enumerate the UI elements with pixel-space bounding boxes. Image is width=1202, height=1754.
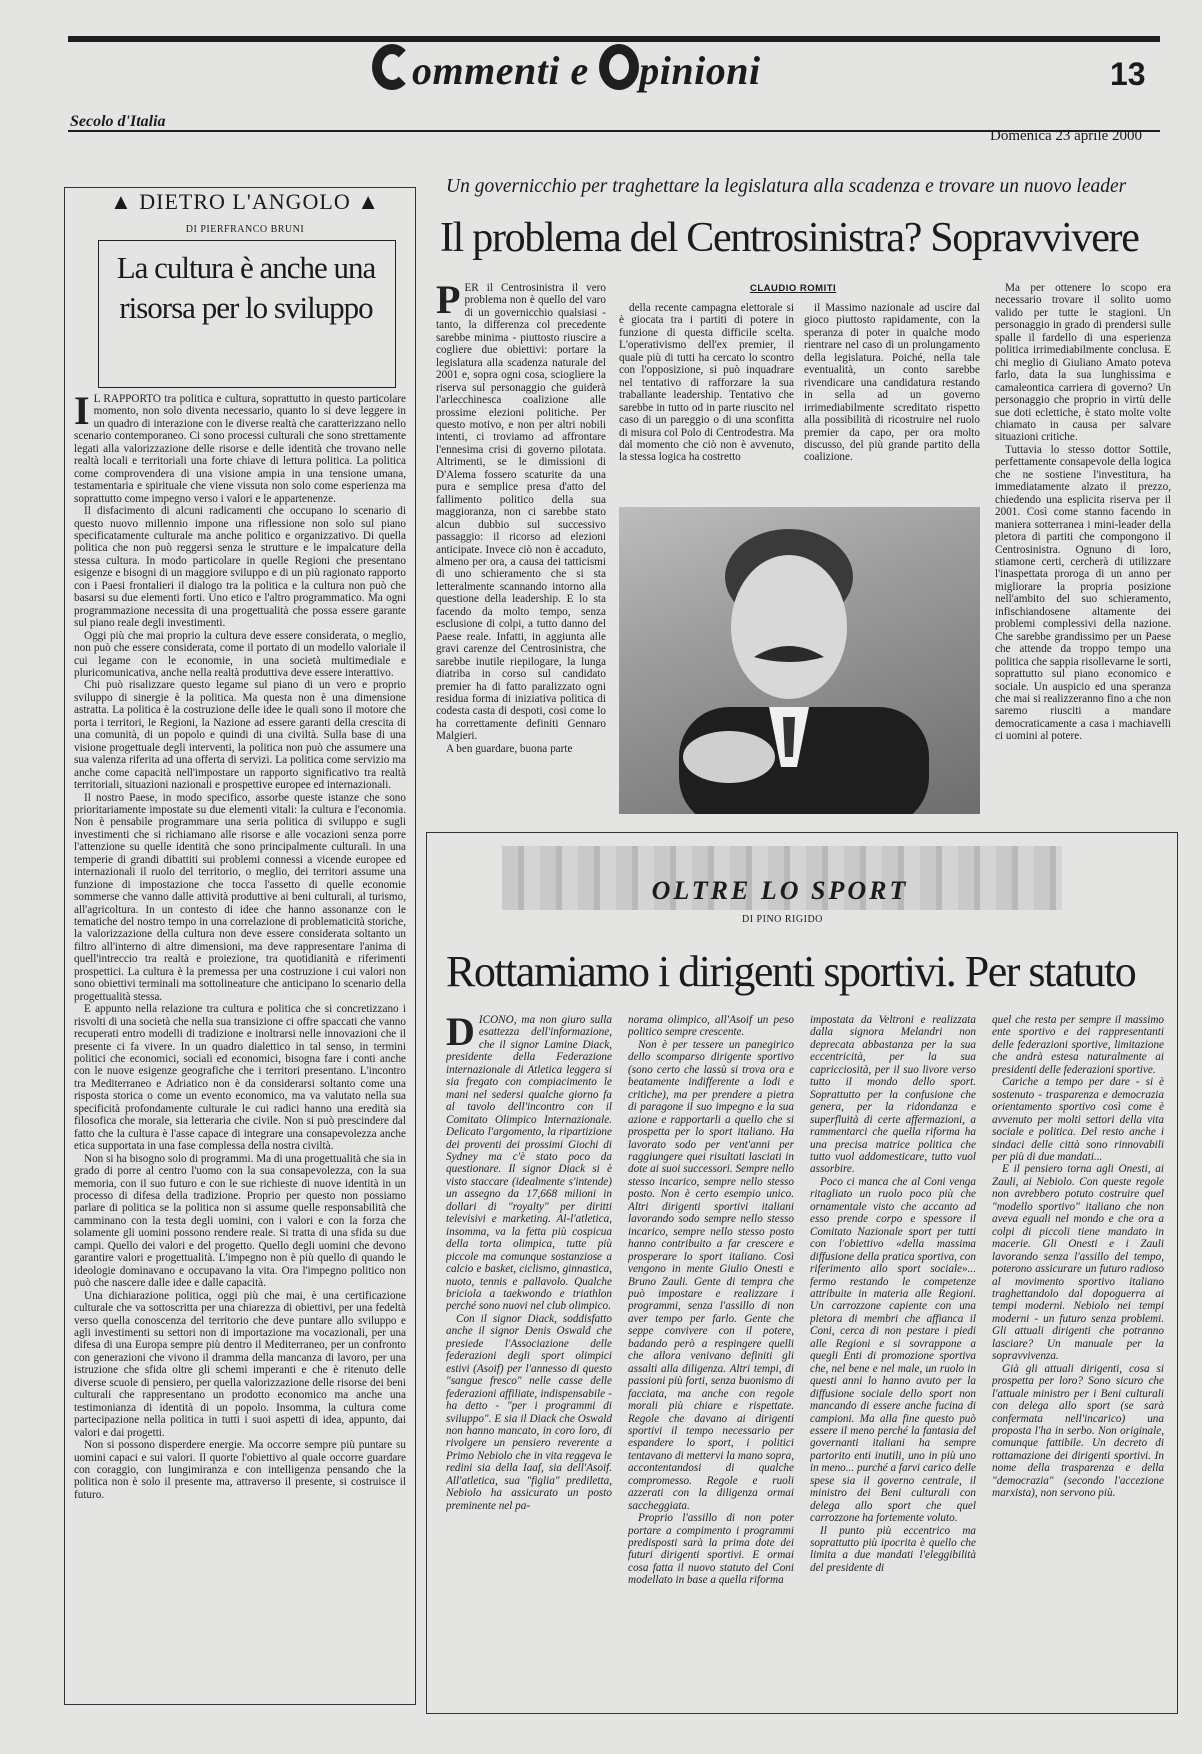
title-initial-o [599, 44, 639, 90]
left-paragraph: Non si possono disperdere energie. Ma occorre sempre più puntare su uomini capaci e sui valori. Il quorte l'obiettivo al quale occorre guardare con coraggio, con lungimiranza e con intelligenza pensando che la politica non è solo il presente ma, attraverso il presente, si costruisce il futuro. [74, 1439, 406, 1501]
left-paragraph: E appunto nella relazione tra cultura e politica che si concretizzano i risvolti di una società che nella sua transizione ci offre spaccati che vanno recuperati entro modelli di tradizione e inoltrarsi nelle innovazioni che il presente ci fa vivere. In un quadro dialettico in tal senso, in termini politici che economici, sociali ed economici, bisogna fare i conti anche con le nuove esigenze geografiche che i territori presentano. L'incontro tra Mediterraneo e Adriatico non è da considerarsi soltanto come una risposta storica o come un evento economico, ma va valutato nella sua specificità profondamente culturale le cui radici hanno una eredità sia filosofica che morale, sia letteraria che civile. Non si può prescindere dal fatto che la cultura è l'asse capace di integrare una consapevolezza anche etica supportata in una fase complessa della nostra civiltà. [74, 1003, 406, 1153]
left-body [74, 393, 406, 1693]
page-number: 13 [1110, 56, 1146, 92]
sport-col-3 [810, 1014, 976, 1704]
triangle-icon: ▲ [357, 189, 380, 214]
main-paragraph: ER il Centrosinistra il vero problema non è quello del varo di un governicchio qualsiasi - tanto, la differenza col precedente sarebbe minima - piuttosto riuscire a cogliere due obiettivi: portare la legislatura alla scadenza naturale del 2001 e, sopra ogni cosa, sciogliere la riserva sul personaggio che guiderà l'arlecchinesca coalizione alle prossime elezioni politiche. Per questo motivo, e non per altri nobili intenti, ci troviamo ad affrontare l'ennesima crisi di governo pilotata. Altrimenti, se le dimissioni di D'Alema fossero scaturite da una pura e semplice presa d'atto del fallimento politico della sua maggioranza, non ci sarebbe stato alcun dubbio sul successivo passaggio: il ricorso ad elezioni anticipate. Invece ciò non è accaduto, almeno per ora, a causa dei tatticismi di uno schieramento che si sta letteralmente scannando intorno alla questione della leadership. E lo sta facendo da molto tempo, senza esclusione di colpi, a tutto danno del Paese reale. Infatti, in aggiunta alle gravi carenze del Centrosinistra, che sarebbe inutile riepilogare, la lunga diatriba in corso sul candidato premier ha di fatto paralizzato ogni residua forma di iniziativa politica di codesta casta di despoti, cosi come lo ha correttamente definiti Gennaro Malgieri. [436, 282, 606, 743]
title-initial-c [372, 44, 412, 90]
left-paragraph: Non si ha bisogno solo di programmi. Ma di una progettualità che sia in grado di porre al centro l'uomo con la sua consapevolezza, con la sua memoria, con il suo futuro e con le sue richieste di nuove identità in un processo di difesa della tradizione. Proprio per questo non possiamo parlare di politica se la politica non si assume quelle responsabilità che camminano con la testa degli uomini, con i valori e con la forza che solamente gli uomini possono rendere reale. Si tratta di una sfida su due campi. Quello dei valori e del progetto. Quello degli uomini che devono garantire valori e progettualità. L'impegno non è più quello di quando le ideologie dominavano e occupavano la vita. Ora l'impegno politico non può che nascere dalle idee e dalle capacità. [74, 1152, 406, 1290]
sport-paragraph: quel che resta per sempre il massimo ente sportivo e dei rappresentanti delle federazioni sportive, limitazione che andrà estesa naturalmente ai presidenti delle federazioni sportive. [992, 1014, 1164, 1076]
sport-paragraph: Già gli attuali dirigenti, cosa si prospetta per loro? Sono sicuro che l'attuale ministro per i Beni culturali con delega allo sport (se sarà confermata nell'incarico) una proposta l'ha in serbo. Non originale, comunque fattibile. Un decreto di rottamazione dei dirigenti sportivi. In nome della trasparenza e della "democrazia" (secondo l'accezione marxista), non servono più. [992, 1362, 1164, 1500]
triangle-icon: ▲ [110, 189, 133, 214]
sport-paragraph: Con il signor Diack, soddisfatto anche il signor Denis Oswald che presiede l'Associazione delle federazioni degli sport olimpici estivi (Asoif) per l'annesso di questo "sangue fresco" nelle casse delle federazioni affiliate, indispensabile - ha detto - "per i programmi di sviluppo". E sia il Diack che Oswald non hanno mancato, in coro loro, di rivolgere un pensiero reverente a Primo Nebiolo che in vita reggeva le redini sia della Iaaf, sia dell'Asoif. All'atletica, sua "figlia" prediletta, Nebiolo ha assicurato un posto preminente nel pa- [446, 1312, 612, 1512]
left-headline: La cultura è anche una risorsa per lo sviluppo [116, 250, 376, 325]
main-col-3 [804, 302, 980, 498]
sport-paragraph: ICONO, ma non giuro sulla esattezza dell'informazione, che il signor Lamine Diack, presidente della Federazione internazionale di Atletica leggera si sia fregato con compiacimento le mani nel sedersi qualche giorno fa al tavolo dell'incontro con il Comitato Olimpico Internazionale. Delicato l'argomento, la ripartizione dei proventi dei prossimi Giochi di Sydney ma c'è stato poco da questionare. Il signor Diack si è visto staccare (idealmente s'intende) un assegno da 17,668 milioni in dollari di "royalty" per diritti televisivi e marketing. Al-l'atletica, insomma, va la fetta più cospicua della torta olimpica, tutte più piccole ma comunque sostanziose a calcio e basket, ciclismo, ginnastica, nuoto, tennis e pallavolo. Qualche briciola a taekwondo e triathlon perché sono nuovi nel club olimpico. [446, 1014, 612, 1313]
sport-paragraph: Cariche a tempo per dare - si è sostenuto - trasparenza e democrazia orientamento sportivo così come è avvenuto per molti settori della vita sociale e politica. Del resto anche i sindaci delle città sono rinnovabili per più di due mandati... [992, 1076, 1164, 1163]
rubric-dietro-langolo [80, 189, 410, 215]
sport-col-1 [446, 1014, 612, 1704]
issue-date: Domenica 23 aprile 2000 [990, 128, 1143, 144]
main-paragraph: A ben guardare, buona parte [446, 742, 573, 755]
main-paragraph: della recente campagna elettorale si è giocata tra i partiti di potere in funzione di questa difficile scelta. L'operativismo dell'ex premier, il quale più di tutti ha cercato lo scontro con l'opposizione, si può inquadrare nel tentativo di rafforzare la sua traballante leadership. Tentativo che sarebbe in tutto od in parte riuscito nel caso di un pareggio o di una sconfitta di misura col Polo di Centrodestra. Ma dal momento che ciò non è avvenuto, la stessa logica ha costretto [619, 302, 794, 464]
left-paragraph: Il disfacimento di alcuni radicamenti che occupano lo scenario di questo nuovo millennio impone una riflessione non solo sul piano specificatamente culturale ma anche politico e organizzativo. Di quella politica che non può reggersi senza le strutture e le impalcature della stessa cultura. In modo particolare in quelle Regioni che presentano esigenze e bisogni di un maggiore sviluppo e di un più ragionato rapporto con i Paesi frontalieri il dialogo tra la politica e la cultura non può che basarsi su due elementi forti. Uno etico e l'altro programmatico. Ma ogni programmazione necessita di una progettualità che possa essere garante sul piano reale degli investimenti. [74, 505, 406, 630]
newspaper-name: Secolo d'Italia [70, 113, 166, 130]
sport-col-4 [992, 1014, 1164, 1704]
sport-paragraph: Poco ci manca che al Coni venga ritagliato un ruolo poco più che ornamentale visto che accanto ad esso prende corpo e spessore il Comitato Nazionale sport per tutti con l'obiettivo «della massima diffusione della pratica sportiva, con riferimento allo sport sociale»... fermo restando le competenze attribuite in materia alle Regioni. Un carrozzone capiente con una pletora di membri che affianca il Coni, cerca di non pestare i piedi alle Regioni e si sovrappone a quegli Enti di promozione sportiva che, nel bene e nel male, un ruolo in questi anni lo hanno avuto per la diffusione sociale dello sport non mancando di essere anche fucina di campioni. Ma alla fine questo può essere il meno perché la fantasia del governanti italiani ha sempre partorito enti inutili, uno in più uno in meno... purché a farvi carico delle spese sia il governo centrale, il ministro dei Beni culturali con delega allo sport che quel carrozzone ha fortemente voluto. [810, 1175, 976, 1525]
left-paragraph: Una dichiarazione politica, oggi più che mai, è una certificazione culturale che va sottoscritta per una chiarezza di obiettivi, per una fedeltà verso quella conoscenza del territorio che deve puntare allo sviluppo e agli investimenti su settori non di importazione ma vocazionali, per una difesa di una Europa sempre più dentro il Mediterraneo, per un confronto con generazioni che vivono il dramma della mancanza di lavoro, per una istruzione che sfida oltre gli schemi imperanti e che è ritenuto delle diverse scuole di pensiero, per quella valorizzazione delle risorse dei beni culturali che rappresentano un prodotto economico ma anche una testimonianza di identità di un popolo. Insomma, la cultura come partecipazione nella politica in tutti i suoi aspetti di idea, appunto, dai valori e dai progetti. [74, 1289, 406, 1439]
main-headline: Il problema del Centrosinistra? Sopravvivere [440, 215, 1139, 261]
sport-headline: Rottamiamo i dirigenti sportivi. Per statuto [446, 947, 1136, 996]
sport-paragraph: Il punto più eccentrico ma soprattutto più ipocrita è quello che limita a due mandati l'eleggibilità del presidente di [810, 1524, 976, 1574]
main-col-4 [995, 282, 1171, 818]
section-title-part-b: pinioni [639, 48, 761, 93]
article-photo [619, 507, 980, 814]
left-paragraph: Oggi più che mai proprio la cultura deve essere considerata, o meglio, non può che essere considerata, come il portato di un modello valoriale il cui legame con le economie, in una società multimediale e pluricomunicativa, anche nella realtà produttiva deve essere interattivo. [74, 629, 406, 679]
left-paragraph: Il nostro Paese, in modo specifico, assorbe queste istanze che sono prioritariamente impostate su due elementi vitali: la cultura e l'economia. Non è pensabile programmare una seria politica di sviluppo e sugli investimenti che si richiamano alle risorse e alle vocazioni senza porre l'attenzione su quelle identità che sono principalmente culturali. In una temperie di grandi dibattiti sui problemi connessi a vicende europee ed internazionali il ruolo del territorio, o meglio, dei territori assume una funzione di impostazione che tocca l'assetto di quelle economie sommerse che vanno dalle attività produttive ai beni culturali, al turismo, all'agricoltura. In un contesto di idee che hanno assonanze con le tematiche del nostro tempo in una correlazione di problematicità storiche, la valorizzazione della cultura non deve essere considerata soltanto un filtro all'interno di altre dimensioni, ma deve rappresentare l'anima di quell'intreccio tra realtà e proiezione, tra quotidianità e riferimenti prospettici. La cultura è la premessa per una costruzione i cui valori non sono obiettivi terminali ma sottolineature che anticipano lo scenario della progettualità stessa. [74, 791, 406, 1003]
sport-byline: DI PINO RIGIDO [742, 914, 823, 925]
main-dropcap: P [436, 282, 461, 322]
sport-paragraph: Non è per tessere un panegirico dello scomparso dirigente sportivo (sono certo che lassù si trova ora e beatamente indifferente a lodi e critiche), ma per prendere a pietra di paragone il suo impegno e la sua azione e rapportarli a quello che si prospetta per lo sport italiano. Ha lavorato sodo per vent'anni per raggiungere quei risultati lasciati in dote ai suoi successori. Sempre nello stesso incarico, sempre nello stesso posto. Non è certo esempio unico. Altri dirigenti sportivi italiani lavorando sodo sempre nello stesso incarico, sempre nello stesso posto hanno contribuito a far crescere e prosperare lo sport italiano. Così vengono in mente Giulio Onesti e Bruno Zauli. Gente di tempra che può impostare e realizzare i programmi, senza l'assillo di non aver tempo per farlo. Gente che seppe convivere con il potere, badando però a respingere quelli che allora venivano definiti gli assalti alla diligenza. Altri tempi, di passioni più forti, senza buonismo di facciata, ma anche con regole morali più chiare e rispettate. Regole che davano ai dirigenti sportivi il tempo necessario per espandere lo sport, i politici tentavano di mettervi la mano sopra, accontentandosi di qualche compromesso. Regole e ruoli azzerati con la diligenza ormai saccheggiata. [628, 1038, 794, 1512]
main-paragraph: Ma per ottenere lo scopo era necessario trovare il solito uomo valido per tutte le stagioni. Un personaggio in grado di prendersi sulle spalle il fardello di una esperienza politica irrimediabilmente conclusa. E chi meglio di Giuliano Amato poteva farlo, data la sua lunghissima e camaleontica carriera di governo? Un personaggio che proprio in virtù delle sue doti eclettiche, è stato molte volte chiamato in causa per salvare situazioni critiche. [995, 282, 1171, 444]
sport-paragraph: Proprio l'assillo di non poter portare a compimento i programmi predisposti sarà la prima dote dei futuri dirigenti sportivi. E ormai cosa fatta il nuovo statuto del Coni modellato in base a quella riforma [628, 1512, 794, 1587]
sport-dropcap: D [446, 1014, 475, 1054]
sport-paragraph: impostata da Veltroni e realizzata dalla signora Melandri non deprecata abbastanza per la sua eccentricità, per la sua capricciosità, per il suo livore verso tutto il mondo dello sport. Soprattutto per la confusione che genera, per la ridondanza e superfluità di certe affermazioni, a rammentarci che quella riforma ha una precisa matrice politica che tutto vuol addomesticare, tutto vuol assorbire. [810, 1014, 976, 1176]
section-title [372, 44, 832, 114]
left-paragraph: L RAPPORTO tra politica e cultura, soprattutto in questo particolare momento, non solo diventa necessario, quanto lo si deve leggere in un quadro di interazione con le diverse realtà che caratterizzano nello scenario contemporaneo. Ci sono processi culturali che sono strettamente legati alla valorizzazione delle risorse e delle identità che trovano nelle realtà locali e territoriali una forte chiave di lettura politica. La politica come comprovendera di una visione ampia in una tensione umana, testamentaria e spirituale che viene vissuta non solo come esperienza ma soprattutto come impegno verso i valori e le appartenenze. [74, 393, 406, 505]
top-rule [68, 36, 1160, 42]
left-paragraph: Chi può risalizzare questo legame sul piano di un vero e proprio sviluppo di sinergie è la politica. Ma questa non è una dimensione astratta. La politica è la costruzione delle idee le quali sono il motore che porta i territori, le Regioni, la Nazione ad essere garanti della crescita di una comunità, di un popolo e quindi di una civiltà. Sulla base di una visione progettuale degli interventi, la politica non può che assumere una sua valenza riferita ad una offerta di servizi. La politica come servizio ma anche come capacità nell'impostare un rapporto significativo tra realtà territoriali, situazioni nazionali e prospettive europee ed internazionali. [74, 679, 406, 792]
section-title-part-a: ommenti e [412, 48, 600, 93]
rubric-label: DIETRO L'ANGOLO [139, 189, 351, 214]
main-col-2 [619, 302, 794, 498]
sport-rubric: OLTRE LO SPORT [651, 876, 909, 905]
portrait-illustration [619, 507, 980, 814]
main-paragraph: il Massimo nazionale ad uscire dal gioco piuttosto rapidamente, con la speranza di poter in qualche modo rientrare nel caso di un prolungamento della legislatura. Poiché, nella tale eventualità, un conto sarebbe rivendicare una candidatura restando in sella ad un governo irrimediabilmente screditato rispetto alla possibilità di ricostruire nel ruolo premier da capo, per ora molto discusso, del più grande partito della coalizione. [804, 302, 980, 464]
main-author: CLAUDIO ROMITI [750, 283, 837, 294]
sport-paragraph: norama olimpico, all'Asoif un peso politico sempre crescente. [628, 1014, 794, 1039]
main-kicker: Un governicchio per traghettare la legislatura alla scadenza e trovare un nuovo leader [446, 176, 1127, 197]
sport-paragraph: E il pensiero torna agli Onesti, ai Zauli, ai Nebiolo. Con queste regole non avrebbero potuto costruire quel "modello sportivo" italiano che non aveva eguali nel mondo e che ora a colpi di piccoli tiene mandato in macerie. Gli Onesti e i Zauli lavorando senza l'assillo del tempo, poterono assicurare un futuro radioso al movimento sportivo italiano traghettandolo dal dopoguerra ai tempi moderni. Nebiolo nei tempi moderni - un futuro senza problemi. Gli attuali dirigenti che potranno lasciare? Un manuale per la sopravvivenza. [992, 1163, 1164, 1363]
left-byline: DI PIERFRANCO BRUNI [185, 224, 305, 235]
left-dropcap: I [74, 393, 90, 433]
main-paragraph: Tuttavia lo stesso dottor Sottile, perfettamente consapevole della logica che ne sostiene l'investitura, ha immediatamente alzato il prezzo, chiedendo una esplicita riserva per il 2001. Così come stanno facendo in maniera sotterranea i mini-leader della pletora di partiti che compongono il Centrosinistra. Ognuno di loro, stiamone certi, cercherà di utilizzare l'inaspettata proroga di un anno per migliorare la propria posizione nell'ambito del suo schieramento, infischiandosene altamente dei problemi complessivi della nazione. Che sarebbe grandissimo per un Paese che attende da troppo tempo una politica che sappia risollevarne le sorti, soprattutto sul piano economico e sociale. Un auspicio ed una speranza che mai si realizzeranno fino a che non saremo riusciti a mandare democraticamente a casa i machiavelli ci uomini al potere. [995, 443, 1171, 743]
main-col-1 [436, 282, 606, 818]
sport-col-2 [628, 1014, 794, 1704]
